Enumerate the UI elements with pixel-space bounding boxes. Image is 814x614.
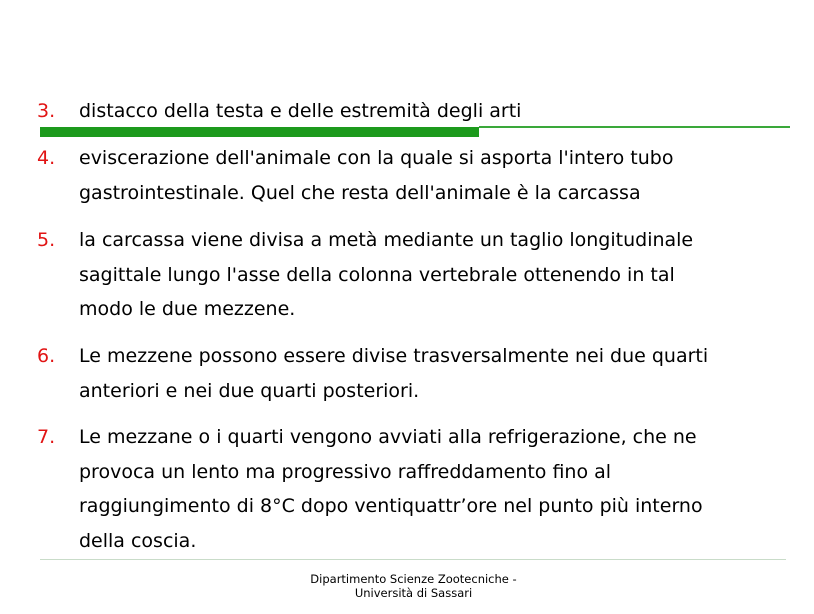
list-item-line: modo le due mezzene. <box>79 298 296 321</box>
list-item-line: anteriori e nei due quarti posteriori. <box>79 379 420 402</box>
footer-university: Università di Sassari <box>354 586 473 600</box>
list-item-number: 6. <box>37 345 56 367</box>
list-item-line: gastrointestinale. Quel che resta dell'animale è la carcassa <box>79 181 641 204</box>
list-item-number: 7. <box>37 426 56 448</box>
footer-department: Dipartimento Scienze Zootecniche - <box>310 572 517 586</box>
list-item-line: sagittale lungo l'asse della colonna vertebrale ottenendo in tal <box>79 263 675 286</box>
list-item-text <box>79 339 769 408</box>
list-item-line: Le mezzane o i quarti vengono avviati alla refrigerazione, che ne <box>79 426 697 448</box>
list-item-line: raggiungimento di 8°C dopo ventiquattr’ore nel punto più interno <box>79 495 703 518</box>
footer <box>250 572 577 600</box>
list-item-line: la carcassa viene divisa a metà mediante un taglio longitudinale <box>79 229 694 251</box>
list-item-line: della coscia. <box>79 529 197 552</box>
list-item-line: Le mezzene possono essere divise trasversalmente nei due quarti <box>79 345 709 367</box>
list-item-text <box>79 141 769 210</box>
list-item-text <box>79 223 769 327</box>
list-item-text <box>79 94 769 129</box>
list-item-number: 3. <box>37 100 56 122</box>
list-item-line: eviscerazione dell'animale con la quale si asporta l'intero tubo <box>79 147 674 169</box>
list-item-number: 5. <box>37 229 56 251</box>
list-item-line: provoca un lento ma progressivo raffreddamento fino al <box>79 460 612 483</box>
list-item-number: 4. <box>37 147 56 169</box>
list-item-text <box>79 420 769 558</box>
footer-divider <box>40 559 786 560</box>
list-item-line: distacco della testa e delle estremità degli arti <box>79 100 522 122</box>
